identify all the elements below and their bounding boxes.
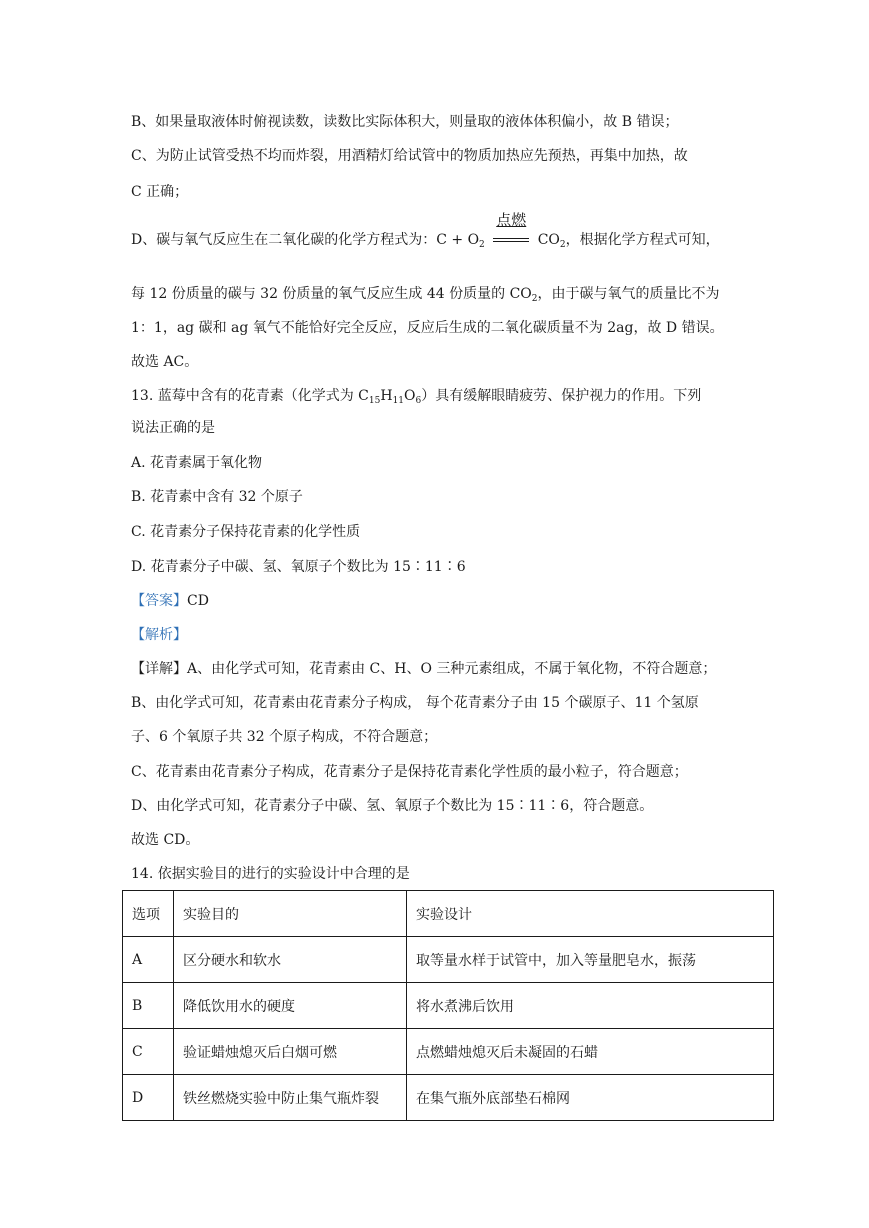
table-cell: 在集气瓶外底部垫石棉网	[407, 1075, 774, 1121]
table-row	[123, 1029, 774, 1075]
option-c-explanation-cont: C 正确；	[131, 184, 189, 200]
subscript: 2	[479, 240, 485, 250]
table-cell: B	[123, 983, 174, 1029]
table-cell: A	[123, 937, 174, 983]
equation-prefix: D、碳与氧气反应生在二氧化碳的化学方程式为：C + O	[131, 232, 480, 248]
table-cell: C	[123, 1029, 174, 1075]
q12-answer: 故选 AC。	[131, 354, 199, 370]
table-row	[123, 1075, 774, 1121]
option-d-explanation	[131, 284, 720, 309]
text-segment: 13. 蓝莓中含有的花青素（化学式为 C	[131, 388, 369, 404]
q13-option-b: B. 花青素中含有 32 个原子	[131, 489, 303, 505]
table-cell: 将水煮沸后饮用	[407, 983, 774, 1029]
header-cell: 实验目的	[174, 891, 407, 937]
subscript: 15	[368, 396, 381, 406]
q13-detail-d: D、由化学式可知，花青素分子中碳、氢、氧原子个数比为 15∶11∶6，符合题意。	[131, 798, 654, 814]
reaction-condition	[493, 211, 529, 250]
table-cell: 取等量水样于试管中，加入等量肥皂水，振荡	[407, 937, 774, 983]
q13-final: 故选 CD。	[131, 832, 200, 848]
q13-stem	[131, 386, 701, 411]
detail-tag: 【详解】	[131, 661, 187, 677]
q13-detail-b: B、由化学式可知，花青素由花青素分子构成， 每个花青素分子由 15 个碳原子、11 个氢原	[131, 695, 699, 711]
q14-stem: 14. 依据实验目的进行的实验设计中合理的是	[131, 866, 410, 882]
text-segment: A、由化学式可知，花青素由 C、H、O 三种元素组成，不属于氧化物，不符合题意；	[187, 661, 717, 677]
text-segment: ，由于碳与氧气的质量比不为	[537, 286, 720, 302]
subscript: 2	[531, 294, 538, 304]
header-cell: 实验设计	[407, 891, 774, 937]
text-segment: O	[404, 388, 416, 404]
q13-stem-cont: 说法正确的是	[131, 420, 215, 436]
answer-tag: 【答案】	[131, 593, 187, 609]
table-row	[123, 983, 774, 1029]
table-cell: 点燃蜡烛熄灭后未凝固的石蜡	[407, 1029, 774, 1075]
table-header-row	[123, 891, 774, 937]
table-cell: 区分硬水和软水	[174, 937, 407, 983]
table-cell: 降低饮用水的硬度	[174, 983, 407, 1029]
q13-option-d: D. 花青素分子中碳、氢、氧原子个数比为 15∶11∶6	[131, 559, 466, 575]
subscript: 2	[559, 240, 566, 250]
option-b-explanation: B、如果量取液体时俯视读数，读数比实际体积大，则量取的液体体积偏小，故 B 错误；	[131, 114, 679, 130]
condition-label: 点燃	[496, 211, 527, 229]
q13-detail-b-cont: 子、6 个氧原子共 32 个原子构成，不符合题意；	[131, 729, 438, 745]
header-cell: 选项	[123, 891, 174, 937]
table-row	[123, 937, 774, 983]
option-d-explanation-cont: 1：1，ag 碳和 ag 氧气不能恰好完全反应，反应后生成的二氧化碳质量不为 2ag，故 D 错误。	[131, 320, 724, 336]
q13-detail-a	[131, 659, 716, 679]
answer-value: CD	[187, 593, 209, 609]
table-cell: 铁丝燃烧实验中防止集气瓶炸裂	[174, 1075, 407, 1121]
subscript: 11	[392, 396, 405, 406]
q13-option-c: C. 花青素分子保持花青素的化学性质	[131, 524, 361, 540]
experiment-table	[122, 890, 774, 1121]
option-d-equation-line	[131, 211, 720, 255]
table-cell: 验证蜡烛熄灭后白烟可燃	[174, 1029, 407, 1075]
text-segment: 每 12 份质量的碳与 32 份质量的氧气反应生成 44 份质量的 CO	[131, 286, 532, 302]
equation-product: CO	[537, 232, 560, 248]
q13-answer	[131, 591, 209, 611]
text-segment: H	[380, 388, 393, 404]
equation-suffix: ，根据化学方程式可知，	[565, 232, 720, 248]
text-segment: ）具有缓解眼睛疲劳、保护视力的作用。下列	[421, 388, 702, 404]
q13-detail-c: C、花青素由花青素分子构成，花青素分子是保持花青素化学性质的最小粒子，符合题意；	[131, 764, 688, 780]
option-c-explanation: C、为防止试管受热不均而炸裂，用酒精灯给试管中的物质加热应先预热，再集中加热，故	[131, 148, 688, 164]
subscript: 6	[415, 396, 422, 406]
table-cell: D	[123, 1075, 174, 1121]
analysis-tag: 【解析】	[131, 627, 187, 643]
q13-option-a: A. 花青素属于氧化物	[131, 455, 263, 471]
